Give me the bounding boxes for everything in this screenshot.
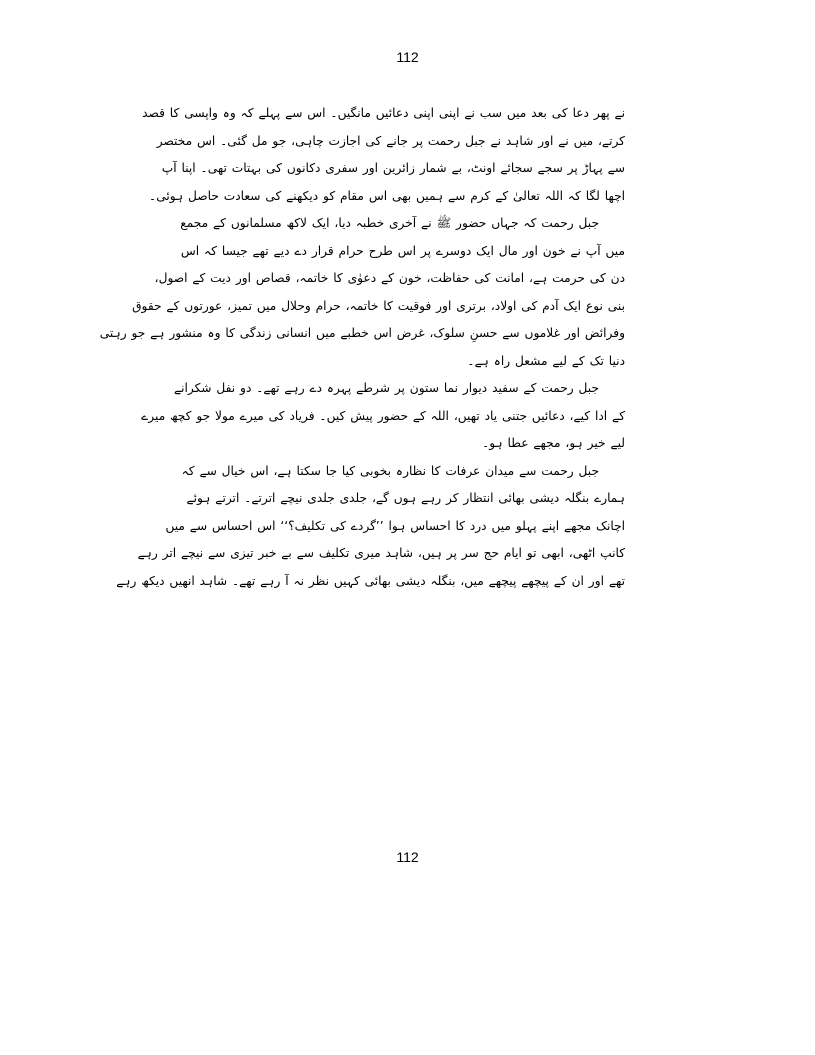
text-line: دنیا تک کے لیے مشعل راہ ہے۔ [467, 353, 625, 368]
text-line: میں آپ نے خون اور مال ایک دوسرے پر اس طرح حرام قرار دے دیے تھے جیسا کہ اس [180, 243, 625, 258]
paragraph-1 [142, 100, 625, 210]
paragraph-3 [141, 375, 625, 458]
text-line: اچھا لگا کہ اللہ تعالیٰ کے کرم سے ہمیں بھی اس مقام کو دیکھنے کی سعادت حاصل ہوئی۔ [149, 188, 625, 203]
text-line: دن کی حرمت ہے، امانت کی حفاظت، خون کے دعوٰی کا خاتمہ، قصاص اور دیت کے اصول، [154, 271, 625, 285]
paragraph-2 [99, 210, 625, 375]
text-line: سے پہاڑ پر سجے سجائے اونٹ، بے شمار زائرین اور سفری دکانوں کی بہتات تھی۔ اپنا آپ [161, 161, 625, 175]
text-line: بنی نوع ایک آدم کی اولاد، برتری اور فوقیت کا خاتمہ، حرام وحلال میں تمیز، عورتوں کے حقوق [132, 298, 625, 313]
text-line: جبل رحمت کہ جہاں حضور ﷺ نے آخری خطبہ دیا، ایک لاکھ مسلمانوں کے مجمع [180, 216, 599, 230]
page-body [99, 100, 625, 595]
paragraph-4 [116, 458, 625, 596]
text-line: لیے خیر ہو، مجھے عطا ہو۔ [482, 436, 625, 450]
text-line: تھے اور ان کے پیچھے پیچھے میں، بنگلہ دیشی بھائی کہیں نظر نہ آ رہے تھے۔ شاہد انھیں دیکھ رہے [116, 573, 625, 588]
text-line: نے پھر دعا کی بعد میں سب نے اپنی اپنی دعائیں مانگیں۔ اس سے پہلے کہ وہ واپسی کا قصد [142, 106, 625, 120]
text-line: اچانک مجھے اپنے پہلو میں درد کا احساس ہوا ’’گردے کی تکلیف؟‘‘ اس احساس سے میں [165, 518, 625, 533]
text-line: کے ادا کیے، دعائیں جتنی یاد تھیں، اللہ کے حضور پیش کیں۔ فریاد کی میرے مولا جو کچھ میرے [141, 408, 625, 423]
page-number-top: 112 [396, 49, 419, 65]
text-line: وفرائض اور غلاموں سے حسنِ سلوک، غرض اس خطبے میں انسانی زندگی کا وہ منشور ہے جو رہتی [99, 326, 625, 340]
text-line: ہمارے بنگلہ دیشی بھائی انتظار کر رہے ہوں گے، جلدی جلدی نیچے اترتے۔ اترتے ہوئے [186, 491, 625, 505]
text-line: جبل رحمت سے میدان عرفات کا نظارہ بخوبی کیا جا سکتا ہے، اس خیال سے کہ [181, 463, 599, 478]
page-number-bottom: 112 [396, 849, 419, 865]
text-line: کانپ اٹھی، ابھی تو ایام حج سر پر ہیں، شاہد میری تکلیف سے بے خبر تیزی سے نیچے اتر رہے [137, 546, 625, 560]
text-line: جبل رحمت کے سفید دیوار نما ستون پر شرطے پہرہ دے رہے تھے۔ دو نفل شکرانے [173, 381, 599, 395]
text-line: کرتے، میں نے اور شاہد نے جبل رحمت پر جانے کی اجازت چاہی، جو مل گئی۔ اس مختصر [156, 133, 625, 148]
